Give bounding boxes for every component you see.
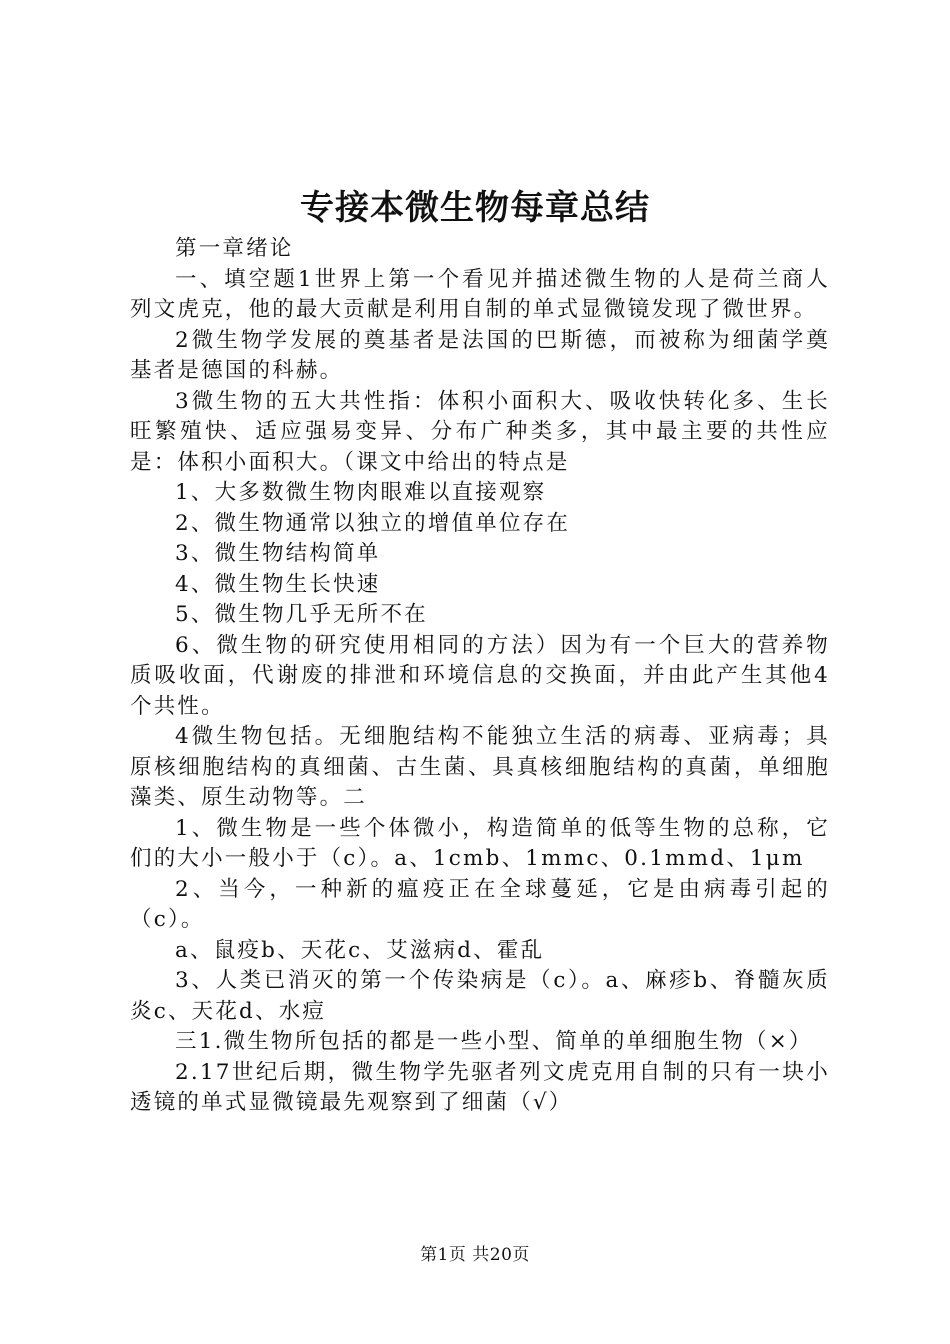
- choice-options-2: a、鼠疫b、天花c、艾滋病d、霍乱: [175, 937, 545, 963]
- paragraph-fill-in-3: 3微生物的五大共性指：体积小面积大、吸收快转化多、生长旺繁殖快、适应强易变异、分布广种类多，其中最主要的共性应是：体积小面积大。（课文中给出的特点是: [130, 388, 830, 475]
- page-footer: 第1页 共20页: [420, 1245, 530, 1265]
- chapter-heading: 第一章绪论: [175, 236, 294, 261]
- choice-question-3: 3、人类已消灭的第一个传染病是（c）。a、麻疹b、脊髓灰质炎c、天花d、水痘: [130, 968, 830, 1024]
- judgment-question-1: 三1.微生物所包括的都是一些小型、简单的单细胞生物（×）: [175, 1029, 813, 1054]
- judgment-question-2: 2.17世纪后期，微生物学先驱者列文虎克用自制的只有一块小透镜的单式显微镜最先观察到了细菌（√）: [130, 1059, 830, 1115]
- choice-question-2: 2、当今，一种新的瘟疫正在全球蔓延，它是由病毒引起的（c）。: [130, 876, 830, 932]
- choice-question-1: 1、微生物是一些个体微小，构造简单的低等生物的总称，它们的大小一般小于（c）。a、1cmb、1mmc、0.1mmd、1μm: [130, 815, 830, 871]
- paragraph-fill-in-2: 2微生物学发展的奠基者是法国的巴斯德，而被称为细菌学奠基者是德国的科赫。: [130, 327, 830, 383]
- paragraph-fill-in-1: 一、填空题1世界上第一个看见并描述微生物的人是荷兰商人列文虎克，他的最大贡献是利用自制的单式显微镜发现了微世界。: [130, 266, 830, 322]
- list-item: 2、微生物通常以独立的增值单位存在: [175, 510, 571, 536]
- list-item: 5、微生物几乎无所不在: [175, 602, 428, 627]
- list-item: 1、大多数微生物肉眼难以直接观察: [175, 480, 547, 505]
- list-item: 6、微生物的研究使用相同的方法）因为有一个巨大的营养物质吸收面，代谢废的排泄和环境信息的交换面，并由此产生其他4个共性。: [130, 632, 830, 719]
- list-item: 3、微生物结构简单: [175, 541, 381, 566]
- page-title: 专接本微生物每章总结: [300, 188, 650, 228]
- paragraph-fill-in-4: 4微生物包括。无细胞结构不能独立生活的病毒、亚病毒；具原核细胞结构的真细菌、古生菌、具真核细胞结构的真菌，单细胞藻类、原生动物等。二: [130, 724, 830, 810]
- document-body: [130, 234, 830, 1119]
- list-item: 4、微生物生长快速: [175, 571, 381, 597]
